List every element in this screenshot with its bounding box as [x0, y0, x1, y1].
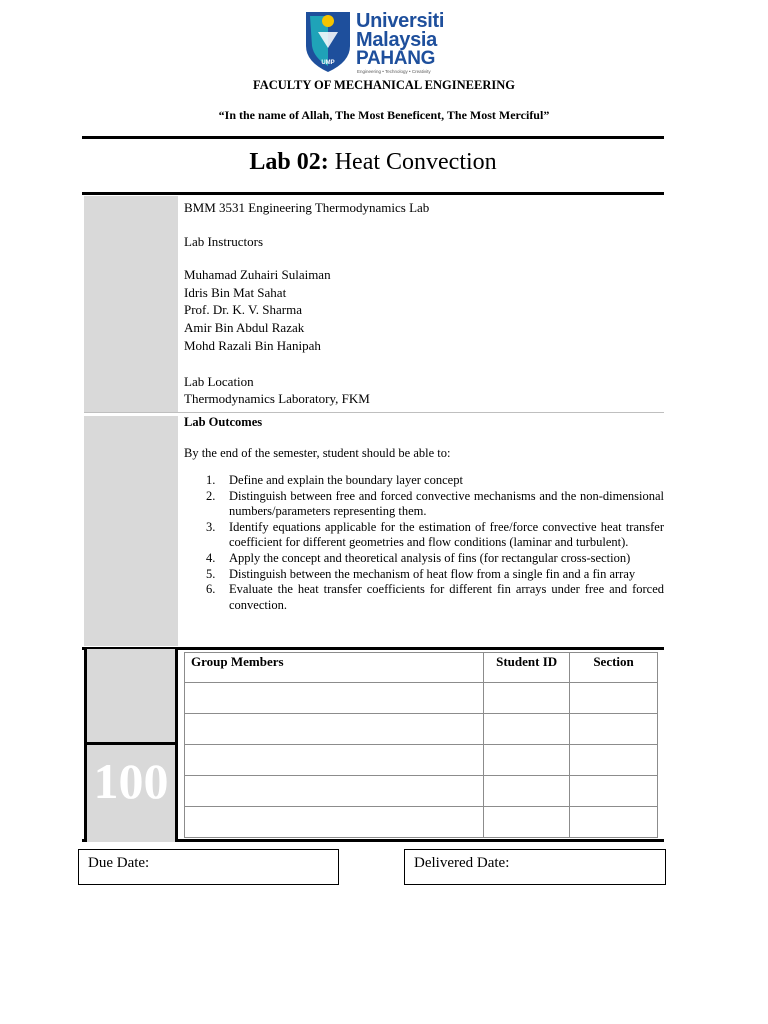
lab-number: Lab 02:: [249, 149, 329, 175]
outcomes-list: [206, 473, 664, 613]
table-row: [185, 714, 658, 745]
delivered-date-field[interactable]: [404, 849, 666, 885]
faculty-name: FACULTY OF MECHANICAL ENGINEERING: [253, 78, 515, 92]
member-name-cell[interactable]: [185, 776, 484, 807]
section-divider: [84, 412, 664, 413]
instructor-name: Prof. Dr. K. V. Sharma: [184, 302, 302, 317]
location-value: Thermodynamics Laboratory, FKM: [184, 391, 370, 406]
column-header-group-members: Group Members: [185, 653, 484, 683]
instructor-name: Idris Bin Mat Sahat: [184, 285, 287, 300]
outcome-item: 1. Define and explain the boundary layer concept: [206, 473, 463, 487]
due-date-label: Due Date:: [88, 855, 150, 871]
student-id-cell[interactable]: [484, 683, 570, 714]
university-name-line1: Universiti: [356, 10, 445, 32]
instructor-name: Muhamad Zuhairi Sulaiman: [184, 267, 331, 282]
instructor-name: Amir Bin Abdul Razak: [184, 320, 305, 335]
student-id-cell[interactable]: [484, 807, 570, 838]
university-tagline: Engineering • Technology • Creativity: [357, 69, 431, 74]
score-divider: [84, 742, 178, 745]
outcome-item: 3. Identify equations applicable for the estimation of free/force convective heat transfer coefficient for different geometries and flow conditions (laminar and turbulent).: [206, 519, 664, 550]
location-heading: Lab Location: [184, 374, 254, 389]
university-name-line2: Malaysia: [356, 29, 437, 51]
course-name: BMM 3531 Engineering Thermodynamics Lab: [184, 200, 430, 215]
svg-text:UMP: UMP: [321, 60, 335, 66]
student-id-cell[interactable]: [484, 745, 570, 776]
student-id-cell[interactable]: [484, 776, 570, 807]
table-row: [185, 683, 658, 714]
student-id-cell[interactable]: [484, 714, 570, 745]
column-header-section: Section: [570, 653, 658, 683]
due-date-field[interactable]: [78, 849, 339, 885]
university-name-line3: PAHANG: [356, 48, 436, 69]
outcomes-heading: Lab Outcomes: [184, 415, 263, 429]
section-cell[interactable]: [570, 683, 658, 714]
member-name-cell[interactable]: [185, 807, 484, 838]
section-cell[interactable]: [570, 776, 658, 807]
outcome-item: 2. Distinguish between free and forced convective mechanisms and the non-dimensional numbers/parameters representing them.: [206, 488, 664, 519]
info-side-panel: [84, 196, 178, 412]
member-name-cell[interactable]: [185, 714, 484, 745]
table-row: [185, 745, 658, 776]
member-name-cell[interactable]: [185, 683, 484, 714]
title-bottom-rule: [82, 192, 664, 195]
ump-shield-icon: [304, 8, 352, 74]
page-title: [82, 149, 664, 176]
invocation-line: “In the name of Allah, The Most Beneficent, The Most Merciful”: [218, 108, 550, 122]
instructor-name: Mohd Razali Bin Hanipah: [184, 338, 321, 353]
instructors-heading: Lab Instructors: [184, 234, 264, 249]
university-logo: [304, 8, 449, 74]
outcome-item: 4. Apply the concept and theoretical analysis of fins (for rectangular cross-section): [206, 550, 631, 565]
section-cell[interactable]: [570, 807, 658, 838]
delivered-date-label: Delivered Date:: [414, 855, 510, 871]
outcomes-intro: By the end of the semester, student should be able to:: [184, 446, 451, 460]
score-panel: [84, 649, 178, 842]
column-header-student-id: Student ID: [484, 653, 570, 683]
outcome-item: 5. Distinguish between the mechanism of heat flow from a single fin and a fin array: [206, 566, 636, 581]
title-top-rule: [82, 136, 664, 139]
section-cell[interactable]: [570, 745, 658, 776]
table-row: [185, 776, 658, 807]
table-row: [185, 807, 658, 838]
outcomes-side-panel: [84, 416, 178, 646]
group-members-table: [184, 652, 658, 838]
lab-name: Heat Convection: [334, 149, 497, 175]
outcome-item: 6. Evaluate the heat transfer coefficients for different fin arrays under free and forced convection.: [206, 582, 664, 612]
table-header-row: [185, 653, 658, 683]
section-cell[interactable]: [570, 714, 658, 745]
score-total: 100: [93, 753, 169, 809]
member-name-cell[interactable]: [185, 745, 484, 776]
